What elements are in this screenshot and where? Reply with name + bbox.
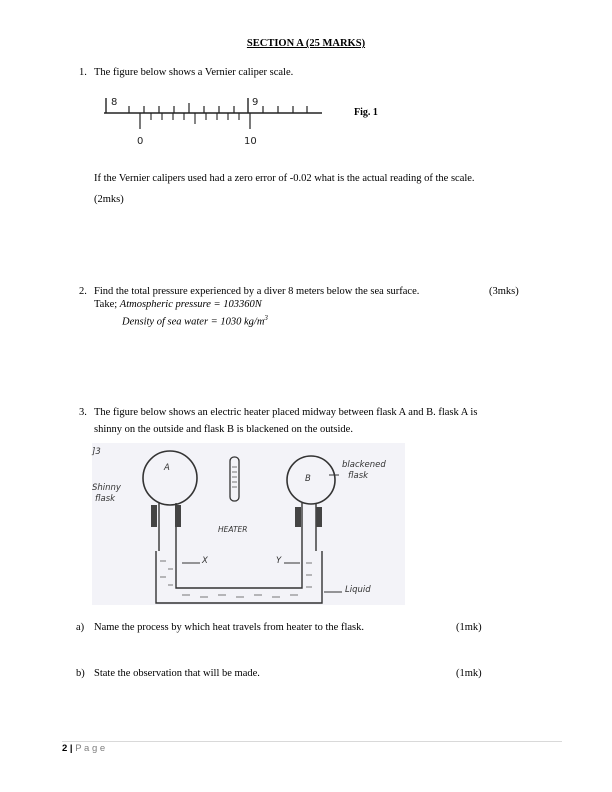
blackened-label-line1: blackened xyxy=(342,460,386,470)
flask-a-label: A xyxy=(164,463,170,473)
y-label: Y xyxy=(276,556,282,566)
page-word: P a g e xyxy=(75,743,106,754)
page-footer xyxy=(62,743,105,754)
main-scale-label-9: 9 xyxy=(252,97,259,108)
q3b-marks: (1mk) xyxy=(456,668,482,679)
q2-marks: (3mks) xyxy=(489,286,519,297)
shinny-label-line2: flask xyxy=(95,494,116,504)
q2-take-line xyxy=(94,298,262,311)
q1-text: The figure below shows a Vernier caliper scale. xyxy=(94,67,294,78)
q2-density-line xyxy=(122,312,268,329)
q2-text: Find the total pressure experienced by a diver 8 meters below the sea surface. xyxy=(94,286,420,297)
footer-divider xyxy=(62,741,562,742)
diagram-corner-mark: ]3 xyxy=(92,447,101,457)
flask-a-bulb xyxy=(143,451,197,505)
q3a-marks: (1mk) xyxy=(456,622,482,633)
footer-separator: | xyxy=(67,743,76,754)
q2-take-label: Take; xyxy=(94,299,118,310)
flask-b-clamp xyxy=(316,507,322,527)
q3b-text: State the observation that will be made. xyxy=(94,668,260,679)
vernier-label-0: 0 xyxy=(137,136,144,147)
q2-density: Density of sea water = 1030 kg/m xyxy=(122,316,265,328)
shinny-label-line1: Shinny xyxy=(92,483,121,493)
vernier-caliper-figure xyxy=(92,86,402,156)
figure-label: Fig. 1 xyxy=(354,107,378,118)
q3-line2: shinny on the outside and flask B is blackened on the outside. xyxy=(94,424,353,435)
q3a-text: Name the process by which heat travels from heater to the flask. xyxy=(94,622,364,633)
heater-element xyxy=(230,457,239,501)
q1-number: 1. xyxy=(79,67,87,78)
u-tube-inner xyxy=(176,551,302,588)
heater-label: HEATER xyxy=(218,525,248,534)
q3-number: 3. xyxy=(79,407,87,418)
liquid-dashes xyxy=(160,561,312,597)
heater-coils xyxy=(232,467,237,487)
x-label: X xyxy=(202,556,208,566)
section-title: SECTION A (25 MARKS) xyxy=(246,38,366,49)
q2-density-exponent: 3 xyxy=(264,314,268,322)
page-number: 2 xyxy=(62,743,68,754)
flask-heater-diagram xyxy=(92,443,405,605)
q3a-label: a) xyxy=(76,622,85,633)
flask-a-clamp xyxy=(151,505,157,527)
vernier-label-10: 10 xyxy=(244,136,257,147)
q2-atmospheric-pressure: Atmospheric pressure = 103360N xyxy=(119,299,262,310)
flask-a-clamp xyxy=(175,505,181,527)
q2-number: 2. xyxy=(79,286,87,297)
flask-b-bulb xyxy=(287,456,335,504)
q1-body: If the Vernier calipers used had a zero error of -0.02 what is the actual reading of the scale. xyxy=(94,173,475,184)
flask-b-clamp xyxy=(295,507,301,527)
flask-b-label: B xyxy=(305,474,311,484)
blackened-label-line2: flask xyxy=(348,471,369,481)
liquid-label: Liquid xyxy=(345,585,371,595)
main-scale-label-8: 8 xyxy=(111,97,118,108)
q3-line1: The figure below shows an electric heater placed midway between flask A and B. flask A is xyxy=(94,407,478,418)
q3b-label: b) xyxy=(76,668,85,679)
q1-marks: (2mks) xyxy=(94,194,124,205)
